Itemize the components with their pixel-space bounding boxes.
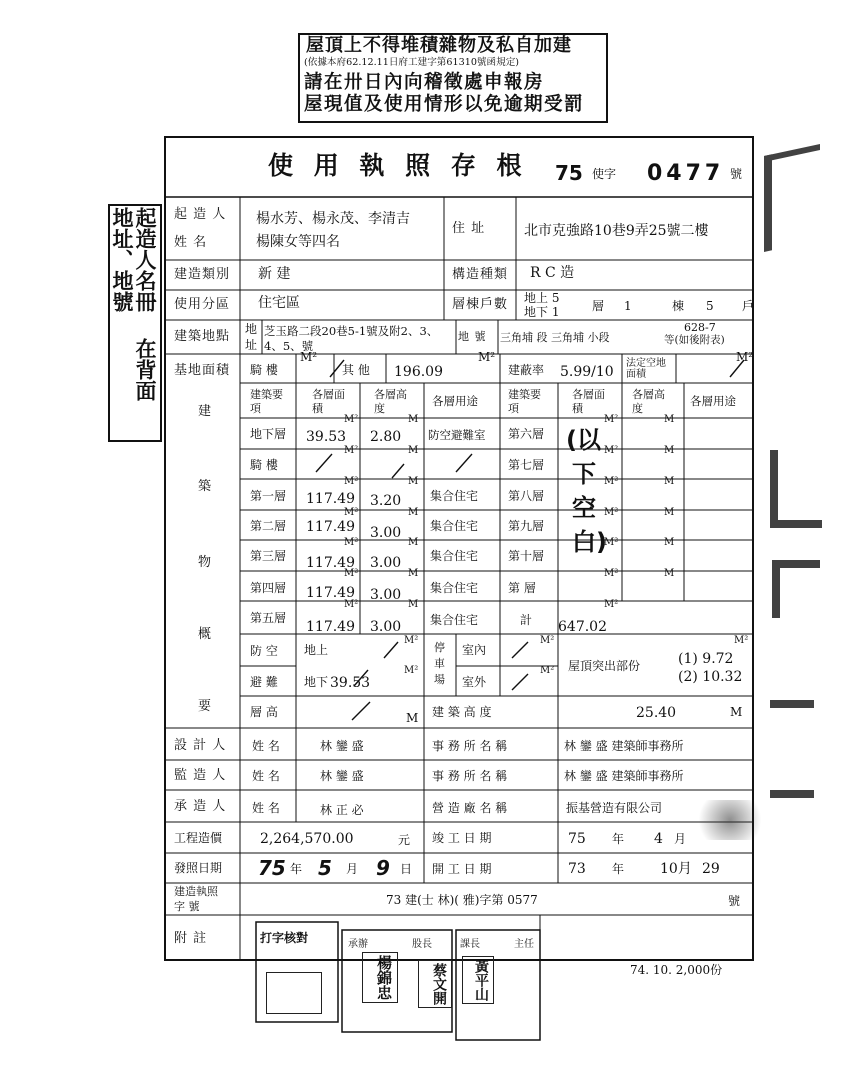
building-count: 1 bbox=[624, 299, 632, 313]
header-type: 使字 bbox=[592, 167, 617, 181]
right-area-unit-9: M² bbox=[604, 507, 619, 518]
hdr-height-right: 各層高度 bbox=[632, 388, 665, 415]
floor-area-unit-1: M² bbox=[344, 476, 359, 487]
parking-outdoor-label: 室外 bbox=[462, 675, 487, 689]
floor-height-4: 3.00 bbox=[370, 587, 402, 603]
side-label-3: 物 bbox=[198, 555, 213, 570]
contractor-role: 承 造 人 bbox=[174, 799, 227, 814]
right-area-unit-8: M² bbox=[604, 476, 619, 487]
shelter-below-unit: M² bbox=[404, 665, 419, 676]
permit-suffix: 號 bbox=[728, 894, 741, 908]
floor-use-3: 集合住宅 bbox=[430, 549, 479, 563]
category-value: 新 建 bbox=[258, 266, 291, 282]
side-label-1: 建 bbox=[198, 404, 213, 419]
floors-below: 地下 1 bbox=[524, 305, 560, 319]
parking-label-2: 車 bbox=[434, 657, 445, 670]
contractor-org-label: 營 造 廠 名 稱 bbox=[432, 801, 508, 815]
floor-height-1: 3.20 bbox=[370, 493, 402, 509]
form-title: 使 用 執 照 存 根 bbox=[268, 151, 528, 180]
floor-height-3: 3.00 bbox=[370, 555, 402, 571]
coverage-value: 5.99/10 bbox=[560, 364, 614, 380]
completion-month-unit: 月 bbox=[674, 832, 687, 846]
designer-org-label: 事 務 所 名 稱 bbox=[432, 739, 508, 753]
shelter-above-label: 地上 bbox=[304, 643, 329, 657]
floor-area-3: 117.49 bbox=[306, 555, 355, 571]
hdr-use-left: 各層用途 bbox=[432, 394, 478, 408]
edge-smudge bbox=[690, 800, 770, 840]
floor-total-area: 647.02 bbox=[558, 619, 607, 635]
hdr-area-left: 各層面積 bbox=[312, 388, 345, 415]
coverage-label: 建蔽率 bbox=[508, 363, 545, 377]
permit-label-bottom: 字 號 bbox=[174, 900, 200, 913]
lot-value: 三角埔 段 三角埔 小段 bbox=[500, 331, 610, 344]
supervisor-name-label: 姓 名 bbox=[252, 769, 280, 783]
issue-day-unit: 日 bbox=[400, 862, 413, 876]
floor-height-unit-arcade: M bbox=[408, 445, 419, 456]
issue-year-unit: 年 bbox=[290, 862, 303, 876]
arcade-label: 騎 樓 bbox=[250, 363, 278, 377]
parking-indoor-unit: M² bbox=[540, 635, 555, 646]
floor-name-4: 第四層 bbox=[250, 581, 287, 595]
completion-label: 竣 工 日 期 bbox=[432, 831, 492, 845]
designer-name: 林 鑾 盛 bbox=[320, 739, 364, 753]
hdr-item-right: 建築要項 bbox=[508, 388, 541, 415]
parking-label-3: 場 bbox=[434, 673, 445, 686]
base-area-label: 基地面積 bbox=[174, 363, 231, 378]
side-note-col-1: 起造人名冊 bbox=[133, 207, 159, 312]
right-area-unit-n: M² bbox=[604, 568, 619, 579]
building-height-unit: M bbox=[730, 705, 743, 719]
start-year-unit: 年 bbox=[612, 862, 625, 876]
shelter-below-label: 地下 bbox=[304, 675, 329, 689]
floor-name-7: 第七層 bbox=[508, 458, 545, 472]
floor-name-10: 第十層 bbox=[508, 549, 545, 563]
floor-name-5: 第五層 bbox=[250, 611, 287, 625]
building-unit: 棟 bbox=[672, 299, 685, 313]
notice-line-1: 屋頂上不得堆積雜物及私自加建 bbox=[306, 35, 572, 56]
floor-area-unit-3: M² bbox=[344, 537, 359, 548]
address-label: 住 址 bbox=[452, 221, 486, 236]
floor-name-6: 第六層 bbox=[508, 427, 545, 441]
completion-month: 4 bbox=[654, 831, 663, 847]
site-addr-label-top: 地 bbox=[245, 322, 258, 336]
issue-year: 75 bbox=[258, 856, 286, 880]
floor-name-8: 第八層 bbox=[508, 489, 545, 503]
side-label-5: 要 bbox=[198, 699, 213, 714]
blank-note-4: 白) bbox=[572, 528, 607, 556]
other-unit: M² bbox=[478, 350, 496, 364]
lot-number: 628-7 bbox=[684, 321, 716, 334]
floor-height-unit-4: M bbox=[408, 568, 419, 579]
household-unit: 戶 bbox=[742, 299, 755, 313]
floor-use-b1: 防空避難室 bbox=[428, 428, 486, 442]
start-day: 29 bbox=[702, 861, 720, 877]
edge-stamp-mark-4 bbox=[770, 660, 814, 708]
right-area-unit-6: M² bbox=[604, 414, 619, 425]
floor-name-n: 第 層 bbox=[508, 581, 536, 595]
permit-value: 73 建(士 林)( 雅)字第 0577 bbox=[386, 893, 538, 907]
cost-value: 2,264,570.00 bbox=[260, 831, 354, 847]
right-height-unit-7: M bbox=[664, 445, 675, 456]
floor-name-total: 計 bbox=[520, 613, 533, 627]
right-height-unit-9: M bbox=[664, 507, 675, 518]
floor-height-unit-1: M bbox=[408, 476, 419, 487]
floor-height-5: 3.00 bbox=[370, 619, 402, 635]
remarks-label: 附 註 bbox=[174, 931, 208, 946]
story-height-label: 層 高 bbox=[250, 705, 278, 719]
notice-line-3: 請在卅日內向稽徵處申報房 bbox=[304, 72, 545, 93]
supervisor-org: 林 鑾 盛 建築師事務所 bbox=[564, 769, 684, 783]
arcade-unit: M² bbox=[300, 350, 318, 364]
floor-height-b1: 2.80 bbox=[370, 429, 402, 445]
shelter-label-bottom: 避 難 bbox=[250, 675, 278, 689]
right-area-unit-7: M² bbox=[604, 445, 619, 456]
site-address-1: 芝玉路二段20巷5-1號及附2、3、 bbox=[264, 324, 439, 338]
start-year: 73 bbox=[568, 861, 586, 877]
floor-height-unit-2: M bbox=[408, 507, 419, 518]
households: 5 bbox=[706, 299, 714, 313]
right-height-unit-6: M bbox=[664, 414, 675, 425]
issue-month-unit: 月 bbox=[346, 862, 359, 876]
floor-area-b1: 39.53 bbox=[306, 429, 347, 445]
header-number: 0477 bbox=[647, 161, 725, 186]
roof-value-2: (2) 10.32 bbox=[678, 669, 743, 685]
floor-area-1: 117.49 bbox=[306, 491, 355, 507]
floor-area-unit-b1: M² bbox=[344, 414, 359, 425]
shelter-above-unit: M² bbox=[404, 635, 419, 646]
structure-value: R C 造 bbox=[530, 265, 575, 281]
side-note-col-2: 地址、地號 bbox=[110, 207, 136, 312]
site-label: 建築地點 bbox=[174, 329, 231, 344]
right-area-unit-10: M² bbox=[604, 537, 619, 548]
contractor-org: 振基營造有限公司 bbox=[566, 801, 663, 815]
floor-area-unit-arcade: M² bbox=[344, 445, 359, 456]
hdr-item-left: 建築要項 bbox=[250, 388, 283, 415]
applicant-label-bottom: 姓 名 bbox=[174, 235, 208, 250]
story-height-unit: M bbox=[406, 711, 419, 725]
seal-3: 黃平山 bbox=[462, 956, 494, 1004]
notice-line-2: (依據本府62.12.11日府工建字第61310號函規定) bbox=[304, 57, 520, 68]
hdr-use-right: 各層用途 bbox=[690, 394, 736, 408]
floor-unit: 層 bbox=[592, 299, 605, 313]
applicant-address: 北市克強路10巷9弄25號二樓 bbox=[524, 223, 709, 239]
typist-check: 打字核對 bbox=[260, 931, 309, 945]
header-suffix: 號 bbox=[730, 167, 743, 181]
roof-value-1: (1) 9.72 bbox=[678, 651, 734, 667]
sig-col-4: 主任 bbox=[514, 939, 534, 950]
floor-use-4: 集合住宅 bbox=[430, 581, 479, 595]
supervisor-role: 監 造 人 bbox=[174, 768, 227, 783]
start-month: 10月 bbox=[660, 861, 692, 877]
floor-height-unit-b1: M bbox=[408, 414, 419, 425]
floor-area-unit-5: M² bbox=[344, 599, 359, 610]
other-label: 其 他 bbox=[342, 363, 370, 377]
building-height-value: 25.40 bbox=[636, 705, 677, 721]
applicant-names-1: 楊水芳、楊永茂、李清吉 bbox=[256, 211, 410, 227]
site-address-2: 4、5、號 bbox=[264, 339, 314, 353]
issue-label: 發照日期 bbox=[174, 861, 223, 875]
floors-above: 地上 5 bbox=[524, 291, 560, 305]
lot-label: 地 號 bbox=[458, 330, 487, 343]
designer-role: 設 計 人 bbox=[174, 738, 227, 753]
right-height-unit-8: M bbox=[664, 476, 675, 487]
supervisor-name: 林 鑾 盛 bbox=[320, 769, 364, 783]
typist-seal bbox=[266, 972, 322, 1014]
floor-area-2: 117.49 bbox=[306, 519, 355, 535]
permit-label-top: 建造執照 bbox=[174, 885, 218, 898]
floor-use-5: 集合住宅 bbox=[430, 613, 479, 627]
completion-year: 75 bbox=[568, 831, 586, 847]
floor-area-unit-4: M² bbox=[344, 568, 359, 579]
right-area-unit-total: M² bbox=[604, 599, 619, 610]
floor-name-2: 第二層 bbox=[250, 519, 287, 533]
open-space-label: 法定空地面積 bbox=[626, 358, 666, 380]
designer-name-label: 姓 名 bbox=[252, 739, 280, 753]
floor-area-4: 117.49 bbox=[306, 585, 355, 601]
floors-label: 層棟戶數 bbox=[452, 297, 509, 312]
parking-label-1: 停 bbox=[434, 641, 445, 654]
print-info: 74. 10. 2,000份 bbox=[630, 963, 723, 977]
floor-name-b1: 地下層 bbox=[250, 427, 287, 441]
cost-label: 工程造價 bbox=[174, 831, 223, 845]
blank-note-3: 空 bbox=[572, 494, 596, 522]
sig-col-3: 課長 bbox=[460, 939, 480, 950]
floor-name-9: 第九層 bbox=[508, 519, 545, 533]
contractor-name: 林 正 必 bbox=[320, 803, 364, 817]
building-height-label: 建 築 高 度 bbox=[432, 705, 492, 719]
notice-line-4: 屋現值及使用情形以免逾期受罰 bbox=[304, 94, 585, 115]
open-space-unit: M² bbox=[736, 350, 754, 364]
lot-extra: 等(如後附表) bbox=[664, 334, 725, 346]
issue-day: 9 bbox=[376, 856, 390, 880]
floor-height-unit-5: M bbox=[408, 599, 419, 610]
roof-label: 屋頂突出部份 bbox=[568, 659, 641, 673]
seal-1: 楊錦忠 bbox=[362, 952, 398, 1003]
floor-name-3: 第三層 bbox=[250, 549, 287, 563]
sig-col-2: 股長 bbox=[412, 939, 432, 950]
contractor-name-label: 姓 名 bbox=[252, 801, 280, 815]
blank-note-2: 下 bbox=[572, 460, 596, 488]
hdr-area-right: 各層面積 bbox=[572, 388, 605, 415]
parking-indoor-label: 室內 bbox=[462, 643, 487, 657]
completion-year-unit: 年 bbox=[612, 832, 625, 846]
blank-note-1: (以 bbox=[566, 426, 601, 454]
applicant-names-2: 楊陳女等四名 bbox=[256, 234, 340, 250]
edge-stamp-mark-5 bbox=[770, 750, 814, 798]
parking-outdoor-unit: M² bbox=[540, 665, 555, 676]
floor-use-2: 集合住宅 bbox=[430, 519, 479, 533]
shelter-below-value: 39.53 bbox=[330, 675, 371, 691]
category-label: 建造類別 bbox=[174, 267, 231, 282]
designer-org: 林 鑾 盛 建築師事務所 bbox=[564, 739, 684, 753]
floor-use-1: 集合住宅 bbox=[430, 489, 479, 503]
zone-label: 使用分區 bbox=[174, 297, 231, 312]
cost-unit: 元 bbox=[398, 833, 411, 847]
shelter-label-top: 防 空 bbox=[250, 644, 278, 658]
supervisor-org-label: 事 務 所 名 稱 bbox=[432, 769, 508, 783]
right-height-unit-n: M bbox=[664, 568, 675, 579]
side-label-2: 築 bbox=[198, 479, 213, 494]
header-year: 75 bbox=[555, 161, 583, 185]
hdr-height-left: 各層高度 bbox=[374, 388, 407, 415]
site-addr-label-bottom: 址 bbox=[245, 338, 258, 352]
floor-height-2: 3.00 bbox=[370, 525, 402, 541]
floor-height-unit-3: M bbox=[408, 537, 419, 548]
right-height-unit-10: M bbox=[664, 537, 675, 548]
roof-unit: M² bbox=[734, 635, 749, 646]
floor-area-unit-2: M² bbox=[344, 507, 359, 518]
floor-name-arcade: 騎 樓 bbox=[250, 458, 278, 472]
structure-label: 構造種類 bbox=[452, 267, 509, 282]
edge-stamp-mark-2 bbox=[770, 450, 822, 528]
sig-col-1: 承辦 bbox=[348, 939, 368, 950]
side-label-4: 概 bbox=[198, 627, 213, 642]
issue-month: 5 bbox=[318, 856, 332, 880]
floor-name-1: 第一層 bbox=[250, 489, 287, 503]
side-note-col-3: 在背面 bbox=[133, 338, 159, 401]
other-value: 196.09 bbox=[394, 364, 443, 380]
seal-2: 蔡文開 bbox=[418, 960, 452, 1008]
floor-area-5: 117.49 bbox=[306, 619, 355, 635]
edge-stamp-mark bbox=[764, 144, 820, 252]
applicant-label-top: 起 造 人 bbox=[174, 207, 227, 222]
start-label: 開 工 日 期 bbox=[432, 862, 492, 876]
edge-stamp-mark-3 bbox=[772, 560, 820, 618]
zone-value: 住宅區 bbox=[258, 295, 300, 311]
